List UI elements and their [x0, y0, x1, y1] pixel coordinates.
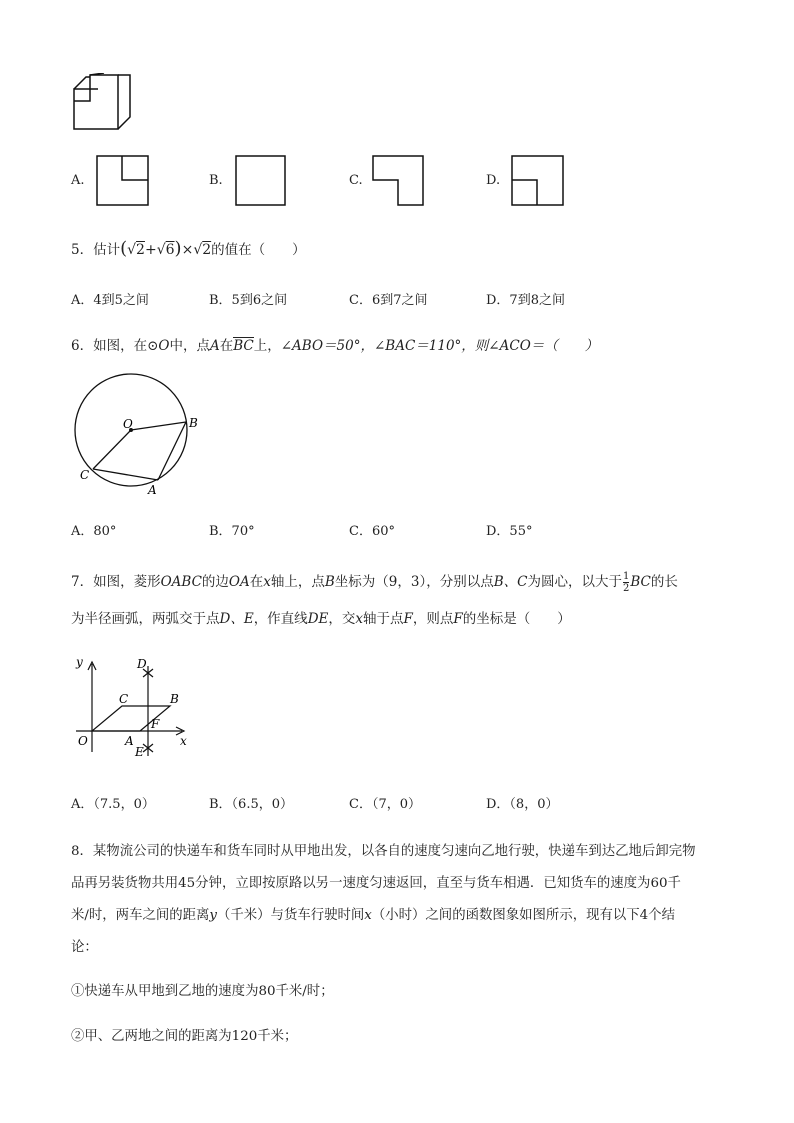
q7-rhombus-figure: [72, 650, 197, 760]
q7-option-a[interactable]: A．（7.5，0）: [71, 797, 155, 812]
q5-option-a[interactable]: A．4到5之间: [71, 293, 149, 308]
q4-option-b-figure: [235, 155, 287, 207]
q5-option-b[interactable]: B．5到6之间: [209, 293, 288, 308]
q6-option-a[interactable]: A．80°: [71, 524, 117, 539]
label-y: y: [76, 655, 83, 669]
q5-option-c[interactable]: C．6到7之间: [349, 293, 428, 308]
q5-expression: (√2+√6)×√2: [120, 238, 212, 259]
label-o: O: [78, 734, 88, 748]
fraction-half: $\frac{1}{2}$: [622, 571, 630, 594]
q4-option-a-figure: [96, 155, 150, 207]
label-x: x: [180, 734, 187, 748]
q4-option-a-label[interactable]: A.: [71, 173, 85, 188]
question-6: 6．如图，在⊙O中，点A在BC上，∠ABO＝50°，∠BAC＝110°，则∠ACO＝（ ）: [71, 338, 599, 354]
question-5: 5．估计(√2+√6)×√2的值在（ ）: [71, 238, 306, 259]
q6-option-d[interactable]: D．55°: [486, 524, 533, 539]
conclusion-1: ①快递车从甲地到乙地的速度为80千米/时；: [71, 984, 334, 999]
question-8-line-4: 论：: [71, 940, 98, 955]
label-d: D: [137, 657, 147, 671]
label-c: C: [80, 468, 90, 482]
question-7-line-1: 7．如图，菱形OABC的边OA在x轴上，点B坐标为（9，3），分别以点B、C为圆心，以大于 $\frac{1}{2}$ BC的长: [71, 571, 678, 594]
question-8-line-2: 品再另装货物共用45分钟，立即按原路以另一速度匀速返回，直至与货车相遇．已知货车的速度为60千: [71, 876, 681, 891]
label-f: F: [151, 717, 160, 731]
label-b: B: [170, 692, 179, 706]
label-a: A: [125, 734, 134, 748]
q7-option-c[interactable]: C．（7，0）: [349, 797, 421, 812]
solid-figure: [72, 73, 134, 133]
q4-option-c-label[interactable]: C.: [349, 173, 363, 188]
q4-option-d-figure: [511, 155, 565, 207]
q4-option-b-label[interactable]: B.: [209, 173, 223, 188]
q4-option-d-label[interactable]: D.: [486, 173, 501, 188]
q6-option-b[interactable]: B．70°: [209, 524, 255, 539]
q5-option-d[interactable]: D．7到8之间: [486, 293, 565, 308]
q6-option-c[interactable]: C．60°: [349, 524, 395, 539]
arc-bc: BC: [233, 338, 254, 354]
label-b: B: [189, 416, 198, 430]
q7-option-d[interactable]: D．（8，0）: [486, 797, 559, 812]
label-c: C: [119, 692, 129, 706]
label-a: A: [148, 483, 157, 497]
sqrt-icon: √: [156, 242, 166, 258]
question-8-line-3: 米/时，两车之间的距离y（千米）与货车行驶时间x（小时）之间的函数图象如图所示，现有以下4个结: [71, 908, 675, 923]
label-e: E: [135, 745, 144, 759]
sqrt-icon: √: [127, 242, 137, 258]
question-7-line-2: 为半径画弧，两弧交于点D、E，作直线DE，交x轴于点F，则点F的坐标是（ ）: [71, 611, 571, 627]
q4-option-c-figure: [372, 155, 426, 207]
q6-circle-figure: [72, 372, 202, 497]
label-o: O: [123, 417, 133, 431]
q7-option-b[interactable]: B．（6.5，0）: [209, 797, 293, 812]
question-8-line-1: 8．某物流公司的快递车和货车同时从甲地出发，以各自的速度匀速向乙地行驶，快递车到达乙地后卸完物: [71, 844, 696, 859]
sqrt-icon: √: [193, 242, 203, 258]
conclusion-2: ②甲、乙两地之间的距离为120千米；: [71, 1029, 298, 1044]
